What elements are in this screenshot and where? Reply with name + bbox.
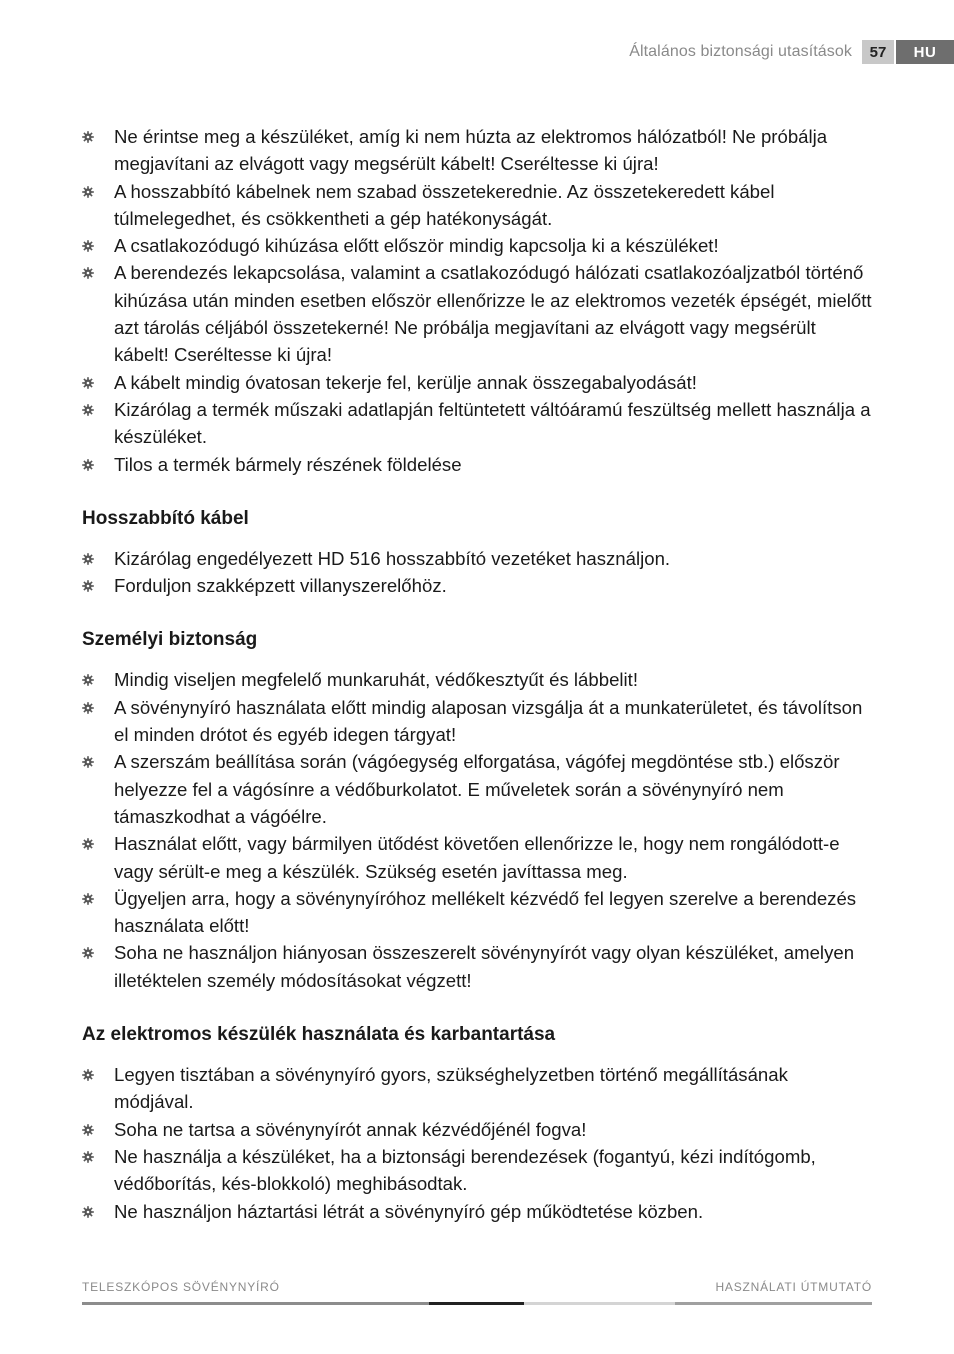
gear-bullet-icon: [82, 674, 94, 686]
list-item-text: Ne használjon háztartási létrát a sövénynyíró gép működtetése közben.: [114, 1200, 704, 1222]
list-item-text: Ne érintse meg a készüléket, amíg ki nem húzta az elektromos hálózatból! Ne próbálja megjavítani az elvágott vagy megsérült kábelt! Cseréltesse ki újra!: [114, 126, 828, 175]
list-item-text: Mindig viseljen megfelelő munkaruhát, védőkesztyűt és lábbelit!: [114, 669, 639, 691]
page-number: 57: [862, 40, 894, 64]
gear-bullet-icon: [82, 1151, 94, 1163]
gear-bullet-icon: [82, 838, 94, 850]
footer-right-text: HASZNÁLATI ÚTMUTATÓ: [715, 1280, 872, 1294]
gear-bullet-icon: [82, 404, 94, 416]
list-item: [82, 1198, 872, 1225]
list-item: [82, 178, 872, 233]
list-item-text: A berendezés lekapcsolása, valamint a csatlakozódugó hálózati csatlakozóaljzatból történő kihúzása után minden esetben először ellenőrizze le az elektromos vezeték épségét, mielőtt azt tárolás céljából összetekerné! Ne próbálja megjavítani az elvágott vagy megsérült kábelt! Cseréltesse ki újra!: [114, 262, 872, 366]
page-footer: [82, 1280, 872, 1294]
list-item-text: Kizárólag engedélyezett HD 516 hosszabbító vezetéket használjon.: [114, 547, 671, 569]
list-item: [82, 572, 872, 599]
list-item-text: Használat előtt, vagy bármilyen ütődést követően ellenőrizze le, hogy nem rongálódott-e vagy sérült-e meg a készülék. Szükség esetén javíttassa meg.: [114, 833, 840, 882]
list-item-text: Forduljon szakképzett villanyszerelőhöz.: [114, 575, 447, 597]
section-bullet-list: [82, 666, 872, 994]
list-item: [82, 885, 872, 940]
footer-bar-segment: [429, 1302, 524, 1305]
gear-bullet-icon: [82, 186, 94, 198]
gear-bullet-icon: [82, 240, 94, 252]
list-item-text: Ne használja a készüléket, ha a biztonsági berendezések (fogantyú, kézi indítógomb, védőborítás, kés-blokkoló) meghibásodtak.: [114, 1145, 816, 1195]
list-item-text: A kábelt mindig óvatosan tekerje fel, kerülje annak összegabalyodását!: [114, 371, 697, 393]
section-bullet-list: [82, 545, 872, 600]
gear-bullet-icon: [82, 702, 94, 714]
gear-bullet-icon: [82, 580, 94, 592]
list-item-text: Ügyeljen arra, hogy a sövénynyíróhoz mellékelt kézvédő fel legyen szerelve a berendezés használata előtt!: [114, 887, 857, 937]
list-item: [82, 1143, 872, 1198]
gear-bullet-icon: [82, 267, 94, 279]
footer-left-text: TELESZKÓPOS SÖVÉNYNYÍRÓ: [82, 1280, 280, 1294]
gear-bullet-icon: [82, 947, 94, 959]
list-item: [82, 369, 872, 396]
list-item-text: Soha ne használjon hiányosan összeszerelt sövénynyírót vagy olyan készüléket, amelyen illetéktelen személy módosításokat végzett!: [114, 942, 855, 991]
list-item: [82, 232, 872, 259]
gear-bullet-icon: [82, 131, 94, 143]
footer-bar-segment: [675, 1302, 872, 1305]
section-bullet-list: [82, 1061, 872, 1225]
list-item: [82, 545, 872, 572]
list-item: [82, 123, 872, 178]
list-item-text: Legyen tisztában a sövénynyíró gyors, szükséghelyzetben történő megállításának módjával.: [114, 1064, 788, 1113]
gear-bullet-icon: [82, 1069, 94, 1081]
list-item-text: A csatlakozódugó kihúzása előtt először mindig kapcsolja ki a készüléket!: [114, 235, 719, 257]
list-item: [82, 666, 872, 693]
footer-bar: [82, 1302, 872, 1305]
list-item: [82, 1061, 872, 1116]
intro-bullet-list: [82, 123, 872, 478]
gear-bullet-icon: [82, 1124, 94, 1136]
list-item: [82, 396, 872, 451]
page-content: [82, 123, 872, 1225]
list-item: [82, 939, 872, 994]
footer-bar-segment: [82, 1302, 429, 1305]
page-header: [629, 40, 954, 64]
language-badge: HU: [896, 40, 954, 64]
list-item: [82, 830, 872, 885]
list-item-text: A szerszám beállítása során (vágóegység elforgatása, vágófej megdöntése stb.) először helyezze fel a vágósínre a védőburkolatot. E műveletek során a sövénynyíró nem támaszkodhat a vágóélre.: [114, 751, 840, 827]
footer-bar-segment: [524, 1302, 675, 1305]
gear-bullet-icon: [82, 553, 94, 565]
list-item: [82, 694, 872, 749]
gear-bullet-icon: [82, 1206, 94, 1218]
section-heading: Hosszabbító kábel: [82, 507, 249, 529]
list-item-text: Tilos a termék bármely részének földelése: [114, 453, 462, 475]
gear-bullet-icon: [82, 459, 94, 471]
gear-bullet-icon: [82, 377, 94, 389]
list-item: [82, 748, 872, 830]
list-item: [82, 451, 872, 478]
gear-bullet-icon: [82, 756, 94, 768]
list-item-text: A hosszabbító kábelnek nem szabad összetekerednie. Az összetekeredett kábel túlmelegedhet, és csökkentheti a gép hatékonyságát.: [114, 180, 775, 229]
list-item-text: Soha ne tartsa a sövénynyírót annak kézvédőjénél fogva!: [114, 1118, 587, 1140]
list-item-text: Kizárólag a termék műszaki adatlapján feltüntetett váltóáramú feszültség mellett használja a készüléket.: [114, 398, 871, 448]
list-item: [82, 1116, 872, 1143]
section-heading: Az elektromos készülék használata és karbantartása: [82, 1024, 556, 1046]
section-heading: Személyi biztonság: [82, 629, 258, 651]
sections: [82, 478, 872, 1225]
gear-bullet-icon: [82, 893, 94, 905]
list-item-text: A sövénynyíró használata előtt mindig alaposan vizsgálja át a munkaterületet, és távolítson el minden drótot és egyéb idegen tárgyat!: [114, 696, 863, 746]
list-item: [82, 259, 872, 368]
header-title: Általános biztonsági utasítások: [629, 43, 852, 60]
